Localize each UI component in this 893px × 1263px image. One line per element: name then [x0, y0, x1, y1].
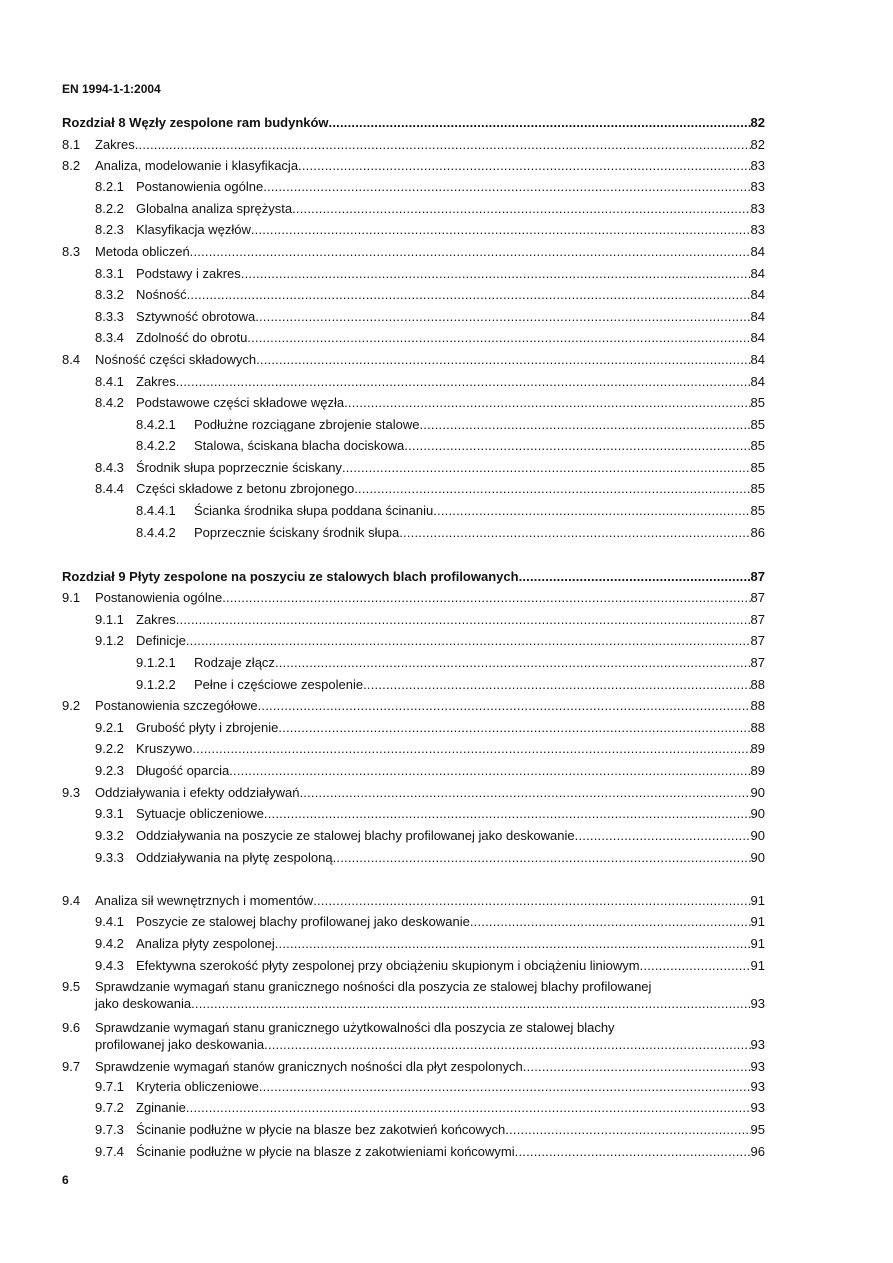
toc-entry-number: 8.3.1: [95, 266, 124, 281]
toc-entry-page: 93: [750, 1059, 765, 1074]
toc-entry-number: 9.1.1: [95, 612, 124, 627]
toc-entry-page: 83: [750, 201, 765, 216]
toc-entry[interactable]: [62, 611, 765, 628]
toc-chapter-entry[interactable]: [62, 568, 765, 585]
toc-entry[interactable]: [62, 200, 765, 217]
toc-entry-number: 9.1.2.1: [136, 655, 176, 670]
toc-entry-title: jako deskowania: [95, 996, 192, 1011]
toc-entry-number: 8.4.4: [95, 481, 124, 496]
toc-entry-page: 84: [750, 352, 765, 367]
toc-entry-number: 9.7.2: [95, 1100, 124, 1115]
toc-entry[interactable]: [62, 1058, 765, 1075]
toc-entry-number: 8.4.4.2: [136, 525, 176, 540]
dot-leader: [222, 589, 750, 606]
toc-entry-page: 83: [750, 158, 765, 173]
dot-leader: [344, 394, 750, 411]
toc-entry-number: 9.3.1: [95, 806, 124, 821]
toc-entry-number: 9.3.2: [95, 828, 124, 843]
dot-leader: [264, 1036, 750, 1053]
dot-leader: [229, 762, 750, 779]
toc-entry-title: Oddziaływania i efekty oddziaływań: [95, 785, 300, 800]
dot-leader: [354, 480, 750, 497]
toc-entry-title: Rodzaje złącz: [194, 655, 275, 670]
toc-entry-title: Oddziaływania na poszycie ze stalowej blachy profilowanej jako deskowanie: [136, 828, 575, 843]
dot-leader: [255, 308, 750, 325]
dot-leader: [256, 351, 750, 368]
toc-entry[interactable]: [62, 329, 765, 346]
toc-entry[interactable]: [62, 157, 765, 174]
dot-leader: [190, 243, 751, 260]
toc-entry-title: Analiza, modelowanie i klasyfikacja: [95, 158, 299, 173]
toc-entry-number: 9.4: [62, 893, 81, 908]
toc-entry-number: 9.7: [62, 1059, 81, 1074]
toc-entry[interactable]: [62, 632, 765, 649]
toc-entry-page: 84: [750, 244, 765, 259]
toc-entry[interactable]: [62, 1143, 765, 1160]
toc-entry-title: Pełne i częściowe zespolenie: [194, 677, 364, 692]
dot-leader: [505, 1121, 750, 1138]
toc-entry-page: 82: [750, 115, 765, 130]
toc-entry[interactable]: [62, 502, 765, 519]
toc-entry-page: 84: [750, 374, 765, 389]
toc-entry-title: Sytuacje obliczeniowe: [136, 806, 264, 821]
toc-entry[interactable]: [62, 1078, 765, 1095]
dot-leader: [186, 1099, 751, 1116]
toc-entry-page: 83: [750, 179, 765, 194]
dot-leader: [264, 805, 751, 822]
toc-entry-number: 9.7.1: [95, 1079, 124, 1094]
toc-entry-number: 8.4: [62, 352, 81, 367]
toc-entry-number: 9.3.3: [95, 850, 124, 865]
dot-leader: [186, 632, 751, 649]
toc-entry-number: 8.1: [62, 137, 81, 152]
toc-entry-number: 9.1: [62, 590, 81, 605]
dot-leader: [241, 265, 751, 282]
toc-entry-number: 8.4.3: [95, 460, 124, 475]
toc-entry-title: Kruszywo: [136, 741, 193, 756]
dot-leader: [251, 221, 751, 238]
toc-entry-title: Części składowe z betonu zbrojonego: [136, 481, 355, 496]
toc-entry[interactable]: [62, 827, 765, 844]
dot-leader: [292, 200, 750, 217]
toc-entry-page: 84: [750, 309, 765, 324]
dot-leader: [191, 995, 750, 1012]
toc-entry-page: 93: [750, 1037, 765, 1052]
toc-entry-number: 8.2.1: [95, 179, 124, 194]
dot-leader: [404, 437, 750, 454]
toc-entry[interactable]: [62, 286, 765, 303]
toc-entry[interactable]: [62, 1121, 765, 1138]
toc-entry-number: 9.1.2: [95, 633, 124, 648]
toc-entry-number: 8.4.2.2: [136, 438, 176, 453]
dot-leader: [135, 136, 751, 153]
toc-entry-page: 87: [750, 569, 765, 584]
toc-entry-title: Klasyfikacja węzłów: [136, 222, 251, 237]
toc-entry-page: 90: [750, 850, 765, 865]
toc-entry[interactable]: [62, 459, 765, 476]
toc-entry-page: 95: [750, 1122, 765, 1137]
toc-entry-page: 87: [750, 590, 765, 605]
toc-entry-page: 85: [750, 503, 765, 518]
toc-entry-number: 8.3.4: [95, 330, 124, 345]
dot-leader: [399, 524, 750, 541]
dot-leader: [275, 654, 751, 671]
toc-entry[interactable]: [62, 437, 765, 454]
toc-entry-number: 9.3: [62, 785, 81, 800]
dot-leader: [575, 827, 751, 844]
toc-entry-title: Ścinanie podłużne w płycie na blasze z zakotwieniami końcowymi: [136, 1144, 515, 1159]
toc-entry-page: 93: [750, 1079, 765, 1094]
toc-entry-number: 9.4.3: [95, 958, 124, 973]
toc-entry-page: 90: [750, 828, 765, 843]
toc-entry-page: 85: [750, 481, 765, 496]
dot-leader: [300, 784, 751, 801]
toc-entry-title: Postanowienia ogólne: [95, 590, 223, 605]
toc-entry-title: Długość oparcia: [136, 763, 230, 778]
dot-leader: [523, 1058, 751, 1075]
dot-leader: [258, 697, 751, 714]
toc-entry-page: 96: [750, 1144, 765, 1159]
toc-entry-title: Zginanie: [136, 1100, 186, 1115]
toc-entry-title: Podstawy i zakres: [136, 266, 241, 281]
toc-entry-page: 88: [750, 677, 765, 692]
toc-entry-page: 84: [750, 287, 765, 302]
dot-leader: [298, 157, 750, 174]
toc-entry[interactable]: [62, 178, 765, 195]
toc-entry-number: 9.4.1: [95, 914, 124, 929]
toc-entry[interactable]: [62, 784, 765, 801]
toc-entry-page: 85: [750, 460, 765, 475]
toc-entry-page: 91: [750, 914, 765, 929]
toc-entry[interactable]: [62, 676, 765, 693]
toc-entry-title: Sprawdzanie wymagań stanu granicznego użytkowalności dla poszycia ze stalowej blachy: [95, 1020, 615, 1035]
toc-entry-page: 91: [750, 936, 765, 951]
toc-entry-number: 9.2: [62, 698, 81, 713]
dot-leader: [470, 913, 751, 930]
toc-entry-number: 9.1.2.2: [136, 677, 176, 692]
toc-entry-number: 8.4.2.1: [136, 417, 176, 432]
toc-entry-page: 84: [750, 330, 765, 345]
toc-entry-title: profilowanej jako deskowania: [95, 1037, 265, 1052]
toc-entry-title: Zakres: [136, 612, 176, 627]
toc-entry[interactable]: [62, 849, 765, 866]
toc-entry-number: 9.7.3: [95, 1122, 124, 1137]
dot-leader: [515, 1143, 751, 1160]
toc-entry-number: 8.4.1: [95, 374, 124, 389]
toc-entry[interactable]: [62, 416, 765, 433]
toc-entry-page: 93: [750, 996, 765, 1011]
dot-leader: [342, 459, 751, 476]
toc-entry-title: Stalowa, ściskana blacha dociskowa: [194, 438, 405, 453]
toc-entry-title: Globalna analiza sprężysta: [136, 201, 293, 216]
toc-entry[interactable]: [62, 394, 765, 411]
toc-entry-page: 88: [750, 698, 765, 713]
toc-entry-title: Zdolność do obrotu: [136, 330, 248, 345]
toc-entry[interactable]: [62, 762, 765, 779]
toc-entry-title: Sztywność obrotowa: [136, 309, 256, 324]
toc-entry-page: 83: [750, 222, 765, 237]
toc-entry-title: Środnik słupa poprzecznie ściskany: [136, 460, 342, 475]
toc-entry-title: Analiza sił wewnętrznych i momentów: [95, 893, 314, 908]
toc-entry[interactable]: [62, 740, 765, 757]
toc-entry[interactable]: [62, 805, 765, 822]
toc-entry-title: Kryteria obliczeniowe: [136, 1079, 259, 1094]
toc-chapter-entry[interactable]: [62, 114, 765, 131]
toc-entry-page: 85: [750, 438, 765, 453]
toc-entry-number: 8.3.3: [95, 309, 124, 324]
toc-entry-title: Sprawdzenie wymagań stanów granicznych nośności dla płyt zespolonych: [95, 1059, 523, 1074]
toc-entry[interactable]: [62, 913, 765, 930]
toc-entry-title: Definicje: [136, 633, 186, 648]
toc-entry-page: 84: [750, 266, 765, 281]
toc-entry[interactable]: [62, 524, 765, 541]
toc-entry-page: 88: [750, 720, 765, 735]
toc-entry-title: Analiza płyty zespolonej: [136, 936, 275, 951]
toc-entry-number: 9.2.1: [95, 720, 124, 735]
toc-entry-title: Grubość płyty i zbrojenie: [136, 720, 279, 735]
toc-entry-page: 87: [750, 655, 765, 670]
toc-entry-number: 8.2.2: [95, 201, 124, 216]
toc-entry-number: 9.5: [62, 979, 81, 994]
toc-entry-number: 8.3: [62, 244, 81, 259]
toc-entry-page: 90: [750, 785, 765, 800]
document-header: EN 1994-1-1:2004: [62, 82, 161, 96]
toc-entry[interactable]: [62, 221, 765, 238]
dot-leader: [192, 740, 750, 757]
toc-entry-number: 9.2.2: [95, 741, 124, 756]
toc-entry-page: 82: [750, 137, 765, 152]
toc-entry-title: Podstawowe części składowe węzła: [136, 395, 345, 410]
toc-entry-title: Nośność: [136, 287, 187, 302]
toc-entry-title: Sprawdzanie wymagań stanu granicznego nośności dla poszycia ze stalowej blachy profilowanej: [95, 979, 652, 994]
toc-entry-number: 9.6: [62, 1020, 81, 1035]
dot-leader: [263, 178, 750, 195]
toc-entry-number: 9.7.4: [95, 1144, 124, 1159]
toc-entry-title: Rozdział 8 Węzły zespolone ram budynków: [62, 115, 329, 130]
dot-leader: [329, 114, 751, 131]
dot-leader: [247, 329, 750, 346]
toc-entry[interactable]: [62, 136, 765, 153]
toc-entry[interactable]: [62, 308, 765, 325]
toc-entry-title: Ścinanie podłużne w płycie na blasze bez zakotwień końcowych: [136, 1122, 506, 1137]
toc-entry-title: Metoda obliczeń: [95, 244, 190, 259]
dot-leader: [363, 676, 750, 693]
toc-entry[interactable]: [62, 373, 765, 390]
toc-entry-title: Nośność części składowych: [95, 352, 257, 367]
page-number: 6: [62, 1173, 69, 1187]
toc-entry-page: 85: [750, 417, 765, 432]
dot-leader: [275, 935, 751, 952]
toc-entry-title: Ścianka środnika słupa poddana ścinaniu: [194, 503, 434, 518]
toc-entry-title: Zakres: [95, 137, 135, 152]
toc-entry-title: Efektywna szerokość płyty zespolonej przy obciążeniu skupionym i obciążeniu liniowym: [136, 958, 640, 973]
toc-entry[interactable]: [62, 1019, 765, 1053]
toc-entry-number: 8.2: [62, 158, 81, 173]
toc-entry[interactable]: [62, 978, 765, 1012]
toc-entry-page: 85: [750, 395, 765, 410]
toc-entry-page: 87: [750, 633, 765, 648]
toc-entry-title: Postanowienia ogólne: [136, 179, 264, 194]
toc-entry[interactable]: [62, 480, 765, 497]
dot-leader: [419, 416, 750, 433]
toc-entry-page: 91: [750, 958, 765, 973]
toc-entry[interactable]: [62, 697, 765, 714]
toc-entry-number: 9.2.3: [95, 763, 124, 778]
toc-entry[interactable]: [62, 265, 765, 282]
toc-entry[interactable]: [62, 1099, 765, 1116]
toc-entry-title: Oddziaływania na płytę zespoloną: [136, 850, 333, 865]
dot-leader: [333, 849, 751, 866]
toc-entry-number: 8.2.3: [95, 222, 124, 237]
dot-leader: [313, 892, 750, 909]
dot-leader: [640, 957, 751, 974]
toc-entry-page: 90: [750, 806, 765, 821]
toc-entry-page: 86: [750, 525, 765, 540]
toc-entry-title: Poszycie ze stalowej blachy profilowanej jako deskowanie: [136, 914, 470, 929]
toc-entry-number: 8.3.2: [95, 287, 124, 302]
toc-entry[interactable]: [62, 589, 765, 606]
toc-entry-number: 9.4.2: [95, 936, 124, 951]
dot-leader: [259, 1078, 751, 1095]
dot-leader: [278, 719, 750, 736]
toc-entry-number: 8.4.2: [95, 395, 124, 410]
toc-entry[interactable]: [62, 892, 765, 909]
dot-leader: [519, 568, 751, 585]
toc-entry[interactable]: [62, 243, 765, 260]
toc-entry-title: Rozdział 9 Płyty zespolone na poszyciu ze stalowych blach profilowanych: [62, 569, 519, 584]
toc-entry-title: Postanowienia szczegółowe: [95, 698, 258, 713]
toc-entry-title: Podłużne rozciągane zbrojenie stalowe: [194, 417, 420, 432]
toc-entry[interactable]: [62, 351, 765, 368]
toc-entry[interactable]: [62, 719, 765, 736]
toc-entry-page: 89: [750, 763, 765, 778]
toc-entry[interactable]: [62, 935, 765, 952]
toc-entry-title: Zakres: [136, 374, 176, 389]
toc-entry-page: 89: [750, 741, 765, 756]
toc-entry-page: 93: [750, 1100, 765, 1115]
dot-leader: [176, 373, 751, 390]
toc-entry-page: 91: [750, 893, 765, 908]
dot-leader: [187, 286, 751, 303]
toc-entry-page: 87: [750, 612, 765, 627]
dot-leader: [433, 502, 750, 519]
toc-entry-number: 8.4.4.1: [136, 503, 176, 518]
toc-entry-title: Poprzecznie ściskany środnik słupa: [194, 525, 400, 540]
toc-entry[interactable]: [62, 957, 765, 974]
dot-leader: [176, 611, 751, 628]
toc-entry[interactable]: [62, 654, 765, 671]
